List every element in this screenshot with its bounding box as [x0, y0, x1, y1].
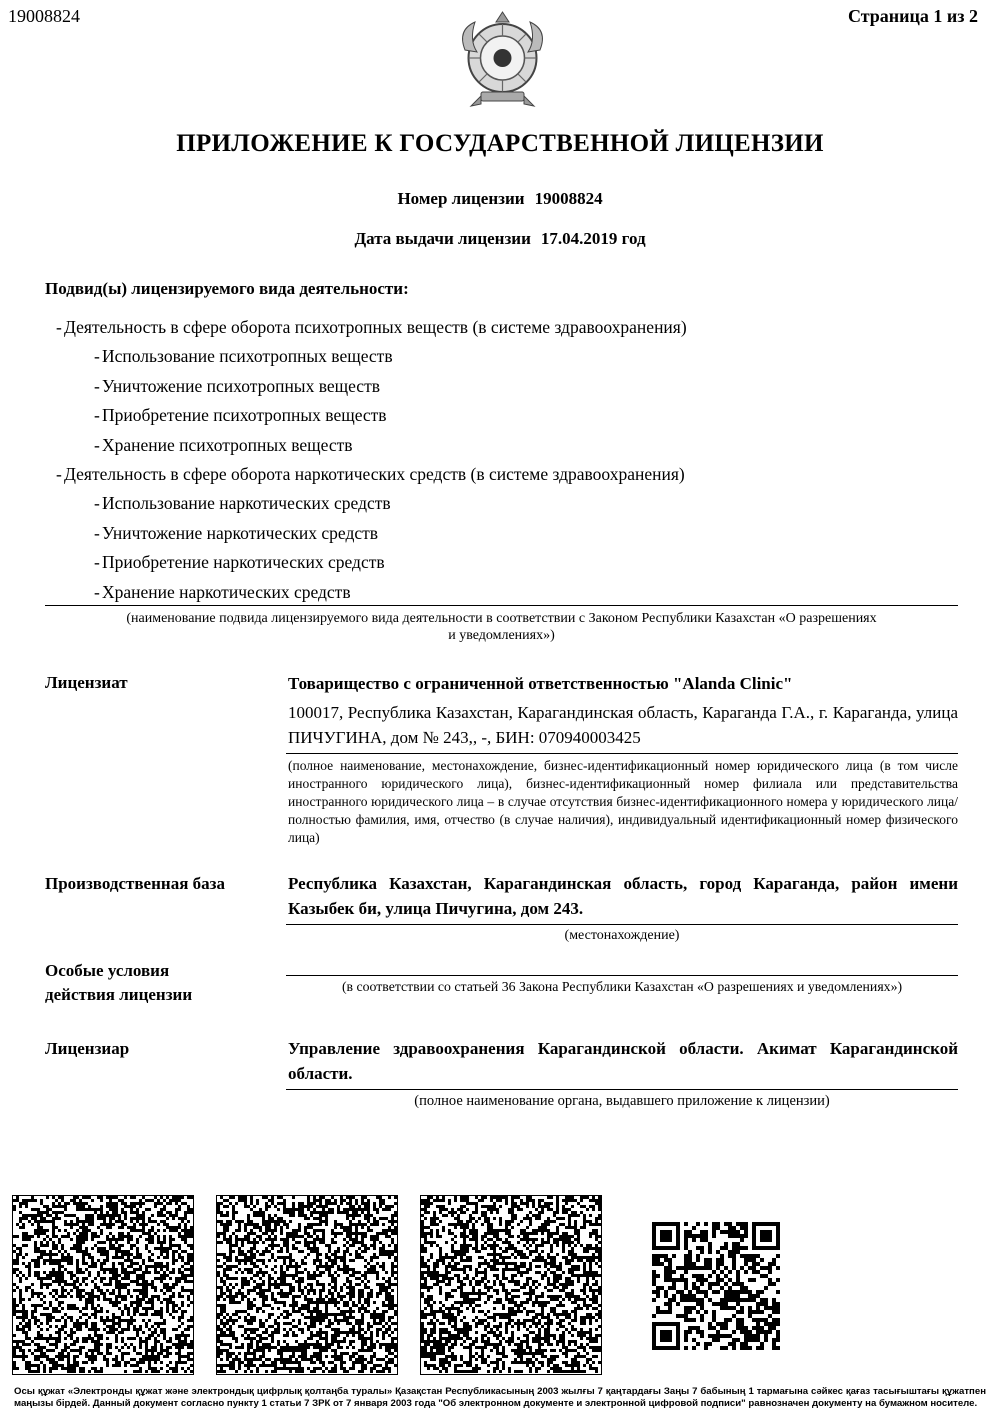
activity-list — [56, 313, 687, 607]
licensor-note: (полное наименование органа, выдавшего приложение к лицензии) — [414, 1093, 830, 1109]
document-title: ПРИЛОЖЕНИЕ К ГОСУДАРСТВЕННОЙ ЛИЦЕНЗИИ — [176, 130, 824, 157]
barcode-icon — [420, 1195, 602, 1375]
subtypes-heading: Подвид(ы) лицензируемого вида деятельности: — [45, 279, 409, 298]
page-indicator: Страница 1 из 2 — [847, 6, 978, 26]
production-base-value: Республика Казахстан, Карагандинская область, город Караганда, район имени Казыбек би, улица Пичугина, дом 243. — [288, 874, 958, 918]
issue-date-label: Дата выдачи лицензии — [354, 229, 531, 248]
licensee-label: Лицензиат — [45, 673, 128, 692]
barcode-icon — [216, 1195, 398, 1375]
activity-item: - Деятельность в сфере оборота наркотических средств (в системе здравоохранения) — [56, 464, 685, 485]
issue-date-row — [0, 229, 1000, 249]
document-number: 19008824 — [8, 6, 80, 26]
license-number-label: Номер лицензии — [397, 189, 525, 208]
licensor-label: Лицензиар — [45, 1039, 130, 1058]
activity-item: - Приобретение психотропных веществ — [94, 405, 387, 426]
license-number-row — [0, 189, 1000, 209]
activity-item: - Использование наркотических средств — [94, 493, 391, 514]
production-base-note: (местонахождение) — [564, 928, 680, 943]
divider — [286, 924, 958, 925]
licensee-name: Товарищество с ограниченной ответственностью "Alanda Clinic" — [288, 674, 793, 693]
special-conditions-note: (в соответствии со статьей 36 Закона Республики Казахстан «О разрешениях и уведомлениях») — [341, 979, 903, 994]
activity-item: - Уничтожение психотропных веществ — [94, 375, 380, 396]
issue-date-value: 17.04.2019 год — [540, 229, 646, 248]
activity-item: - Уничтожение наркотических средств — [94, 522, 379, 543]
state-emblem-icon — [455, 10, 550, 115]
activity-item: - Приобретение наркотических средств — [94, 552, 385, 573]
production-base-label: Производственная база — [45, 874, 225, 893]
activity-item: - Деятельность в сфере оборота психотропных веществ (в системе здравоохранения) — [56, 317, 687, 337]
special-conditions-label: Особые условия действия лицензии — [45, 961, 193, 1004]
activity-item: - Использование психотропных веществ — [94, 346, 393, 367]
barcode-icon — [12, 1195, 194, 1375]
divider — [286, 975, 958, 976]
legal-footer: Осы құжат «Электронды құжат және электрондық цифрлық қолтаңба туралы» Қазақстан Республикасының 2003 жылғы 7 қаңтардағы Заңы 7 бабының 1 тармағына сәйкес қағаз тасығыштағы құжатпен маңызы бірдей. Данный документ согласно пункту 1 статьи 7 ЗРК от 7 января 2003 года "Об электронном документе и электронной цифровой подписи" равнозначен документу на бумажном носителе. — [14, 1386, 986, 1409]
activities-note: (наименование подвида лицензируемого вида деятельности в соответствии с Законом Республики Казахстан «О разрешениях и уведомлениях») — [126, 611, 877, 643]
licensee-note: (полное наименование, местонахождение, бизнес-идентификационный номер юридического лица (в том числе иностранного юридического лица), бизнес-идентификационный номер филиала или представительства иностранного юридического лица – в случае отсутствия бизнес-идентификационного номера у юридического лица/полностью фамилия, имя, отчество (в случае наличия), индивидуальный идентификационный номер физического лица) — [288, 758, 958, 845]
activity-item: - Хранение наркотических средств — [94, 581, 351, 602]
license-number-value: 19008824 — [534, 189, 603, 208]
divider — [45, 605, 958, 606]
divider — [286, 753, 958, 754]
licensor-value: Управление здравоохранения Карагандинской области. Акимат Карагандинской области. — [288, 1039, 958, 1083]
licensee-address: 100017, Республика Казахстан, Карагандинская область, Караганда Г.А., г. Караганда, улица ПИЧУГИНА, дом № 243,, -, БИН: 070940003425 — [288, 703, 958, 747]
activity-item: - Хранение психотропных веществ — [94, 434, 353, 455]
divider — [286, 1089, 958, 1090]
qr-code-icon — [652, 1222, 780, 1350]
